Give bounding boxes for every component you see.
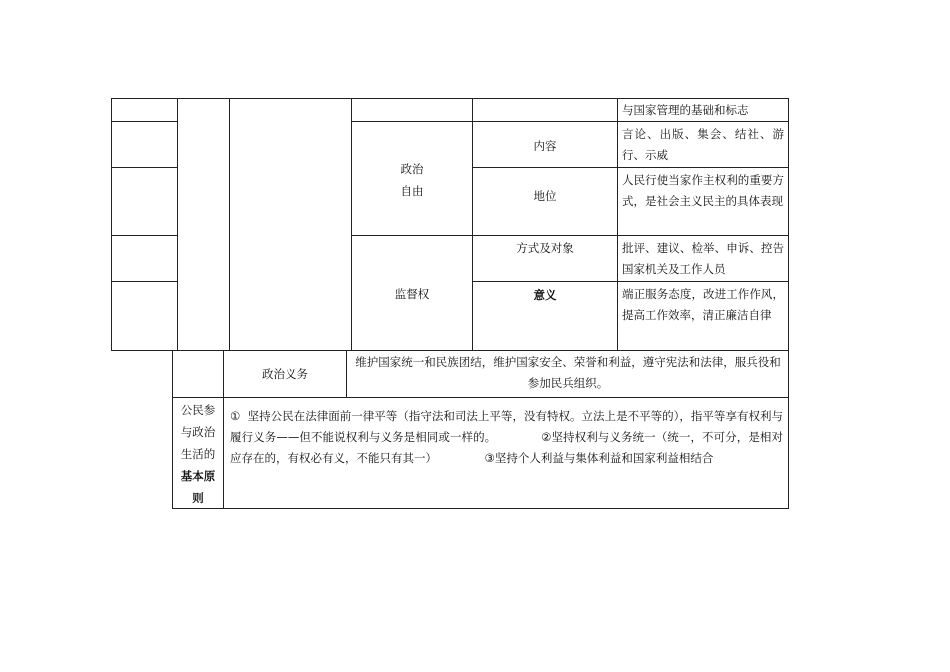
principles-label-line-4: 基本原 [180, 469, 216, 483]
lower-col-line-2 [346, 350, 347, 397]
political-freedom-label-line2: 自由 [400, 184, 424, 198]
political-freedom-label-line1: 政治 [400, 162, 424, 176]
freedom-status-value: 人民行使当家作主权利的重要方式，是社会主义民主的具体表现 [622, 173, 784, 208]
right-row-line-1 [351, 121, 788, 122]
principles-label-line-1: 公民参 [180, 403, 216, 417]
political-duty-label: 政治义务 [262, 367, 308, 381]
col1-row-line-1 [111, 121, 177, 122]
upper-col-line-5 [617, 98, 618, 350]
col1-row-line-3 [111, 235, 177, 236]
supervision-meaning-label: 意义 [533, 288, 557, 302]
freedom-content-value: 言论、出版、集会、结社、游行、示威 [622, 127, 784, 162]
lower-table-top-border [111, 350, 788, 351]
upper-table-left-border [111, 98, 112, 350]
lower-row-line [172, 397, 788, 398]
supervision-method-label: 方式及对象 [516, 241, 574, 255]
freedom-status-label: 地位 [533, 189, 557, 203]
right-row-line-3 [351, 235, 788, 236]
upper-col-line-2 [229, 98, 230, 350]
freedom-content-label: 内容 [533, 139, 557, 153]
supervision-label: 监督权 [394, 287, 430, 301]
political-duty-value: 维护国家统一和民族团结，维护国家安全、荣誉和利益，遵守宪法和法律，服兵役和参加民兵组织。 [355, 355, 781, 390]
supervision-meaning-value: 端正服务态度，改进工作作风，提高工作效率，清正廉洁自律 [622, 287, 784, 322]
col1-row-line-2 [111, 167, 177, 168]
col1-row-line-4 [111, 281, 177, 282]
right-row-line-4 [472, 281, 788, 282]
lower-table-bottom-border [172, 508, 789, 509]
right-row-line-2 [472, 167, 788, 168]
supervision-method-value: 批评、建议、检举、申诉、控告国家机关及工作人员 [622, 241, 784, 276]
upper-table-right-border [788, 98, 789, 508]
intro-tail-text: 与国家管理的基础和标志 [622, 103, 749, 117]
principles-label-line-3: 生活的 [180, 447, 216, 461]
principles-label-line-2: 与政治 [180, 425, 216, 439]
basic-principles-text: ① 坚持公民在法律面前一律平等（指守法和司法上平等，没有特权。立法上是不平等的），指平等享有权利与履行义务——但不能说权利与义务是相同或一样的。 ②坚持权利与义务统一（统一，不可分，是相对应存在的，有权必有义，不能只有其一） ③坚持个人利益与集体利益和国家利益相结合 [230, 409, 783, 465]
principles-label-line-5: 则 [192, 491, 204, 505]
upper-col-line-3 [351, 98, 352, 350]
upper-table-top-border [111, 98, 788, 99]
upper-col-line-1 [177, 98, 178, 350]
